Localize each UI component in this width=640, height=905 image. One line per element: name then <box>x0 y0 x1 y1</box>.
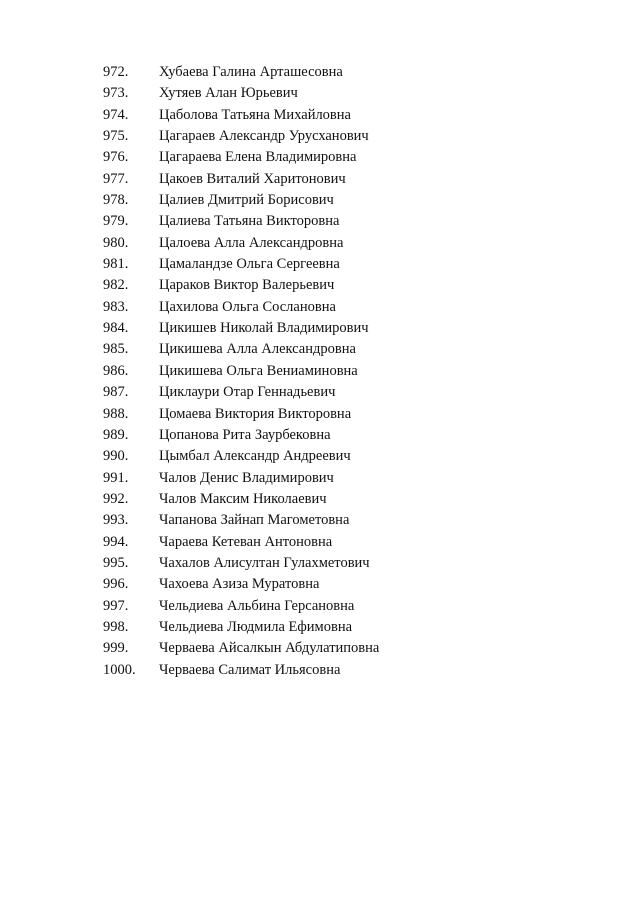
list-item <box>103 341 379 362</box>
list-item <box>103 427 379 448</box>
entry-name: Цахилова Ольга Сослановна <box>159 298 336 315</box>
entry-number: 996. <box>103 576 129 593</box>
list-item <box>103 235 379 256</box>
list-item <box>103 192 379 213</box>
list-item <box>103 534 379 555</box>
entry-name: Чельдиева Альбина Герсановна <box>159 597 355 614</box>
entry-number: 972. <box>103 64 129 80</box>
entry-name: Чараева Кетеван Антоновна <box>159 533 333 550</box>
entry-name: Хубаева Галина Арташесовна <box>159 64 343 80</box>
entry-name: Цараков Виктор Валерьевич <box>159 277 335 294</box>
name-list <box>103 64 379 683</box>
entry-number: 976. <box>103 149 129 166</box>
list-item <box>103 384 379 405</box>
entry-name: Цагараев Александр Урусханович <box>159 128 369 145</box>
entry-number: 986. <box>103 362 129 379</box>
entry-name: Цикишева Ольга Вениаминовна <box>159 362 358 379</box>
entry-number: 977. <box>103 170 129 187</box>
list-item <box>103 598 379 619</box>
entry-number: 985. <box>103 341 129 358</box>
list-item <box>103 149 379 170</box>
entry-number: 980. <box>103 234 129 251</box>
list-item <box>103 406 379 427</box>
entry-name: Чельдиева Людмила Ефимовна <box>159 618 353 635</box>
list-item <box>103 512 379 533</box>
entry-name: Цагараева Елена Владимировна <box>159 149 357 166</box>
entry-name: Цикишев Николай Владимирович <box>159 320 369 337</box>
entry-number: 993. <box>103 512 129 529</box>
entry-name: Черваева Айсалкын Абдулатиповна <box>159 640 380 657</box>
entry-name: Чапанова Зайнап Магометовна <box>159 512 350 529</box>
entry-name: Цалоева Алла Александровна <box>159 234 344 251</box>
list-item <box>103 662 379 683</box>
entry-number: 992. <box>103 490 129 507</box>
entry-name: Цалиев Дмитрий Борисович <box>159 192 334 209</box>
entry-number: 984. <box>103 320 129 337</box>
entry-number: 978. <box>103 192 129 209</box>
entry-number: 997. <box>103 597 129 614</box>
entry-number: 991. <box>103 469 129 486</box>
list-item <box>103 256 379 277</box>
list-item <box>103 619 379 640</box>
entry-number: 979. <box>103 213 129 230</box>
entry-number: 973. <box>103 85 129 102</box>
entry-name: Цикишева Алла Александровна <box>159 341 356 358</box>
entry-number: 994. <box>103 533 129 550</box>
entry-number: 975. <box>103 128 129 145</box>
list-item <box>103 128 379 149</box>
list-item <box>103 470 379 491</box>
entry-number: 1000. <box>103 661 136 678</box>
list-item <box>103 555 379 576</box>
entry-number: 989. <box>103 426 129 443</box>
entry-number: 974. <box>103 106 129 123</box>
list-item <box>103 320 379 341</box>
entry-name: Цымбал Александр Андреевич <box>159 448 351 465</box>
entry-name: Цалиева Татьяна Викторовна <box>159 213 340 230</box>
entry-name: Чахалов Алисултан Гулахметович <box>159 554 370 571</box>
entry-name: Черваева Салимат Ильясовна <box>159 661 341 678</box>
entry-number: 998. <box>103 618 129 635</box>
entry-name: Циклаури Отар Геннадьевич <box>159 384 336 401</box>
entry-name: Цамаландзе Ольга Сергеевна <box>159 256 340 273</box>
entry-number: 987. <box>103 384 129 401</box>
entry-number: 988. <box>103 405 129 422</box>
entry-name: Цопанова Рита Заурбековна <box>159 426 331 443</box>
list-item <box>103 576 379 597</box>
entry-number: 995. <box>103 554 129 571</box>
list-item <box>103 277 379 298</box>
list-item <box>103 363 379 384</box>
entry-number: 983. <box>103 298 129 315</box>
entry-name: Цакоев Виталий Харитонович <box>159 170 346 187</box>
entry-name: Цаболова Татьяна Михайловна <box>159 106 351 123</box>
list-item <box>103 213 379 234</box>
list-item <box>103 171 379 192</box>
list-item <box>103 640 379 661</box>
entry-number: 981. <box>103 256 129 273</box>
entry-number: 990. <box>103 448 129 465</box>
list-item <box>103 491 379 512</box>
entry-number: 982. <box>103 277 129 294</box>
entry-name: Чахоева Азиза Муратовна <box>159 576 320 593</box>
entry-name: Чалов Максим Николаевич <box>159 490 327 507</box>
list-item <box>103 448 379 469</box>
entry-number: 999. <box>103 640 129 657</box>
entry-name: Чалов Денис Владимирович <box>159 469 334 486</box>
list-item <box>103 85 379 106</box>
list-item <box>103 64 379 85</box>
entry-name: Хутяев Алан Юрьевич <box>159 85 298 102</box>
list-item <box>103 299 379 320</box>
entry-name: Цомаева Виктория Викторовна <box>159 405 352 422</box>
list-item <box>103 107 379 128</box>
